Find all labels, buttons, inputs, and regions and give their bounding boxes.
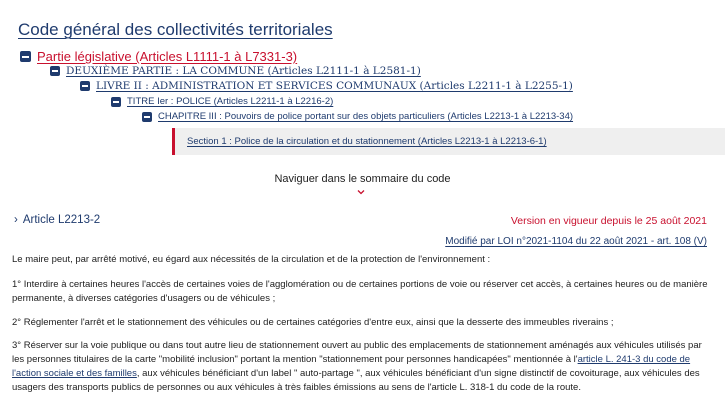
chevron-right-icon: › (14, 214, 18, 226)
version-status: Version en vigueur depuis le 25 août 2021 (510, 215, 707, 227)
article-paragraph-3 (12, 339, 715, 395)
paragraph-text: , aux véhicules bénéficiant d'un label " auto-partage ", aux véhicules bénéficiant d'un signe distinctif de covoiturage, aux véhicules des usagers des transports publics de personnes ou aux véhicules à très faibles émissions au sens de l'article L. 318-1 du code de la route. (12, 368, 700, 393)
tree-item-partie[interactable] (20, 49, 297, 64)
tree-item-deuxieme-partie[interactable] (50, 65, 421, 77)
modified-by-link[interactable]: Modifié par LOI n°2021-1104 du 22 août 2021 - art. 108 (V) (445, 236, 707, 247)
tree-label-deuxieme-partie[interactable]: DEUXIÈME PARTIE : LA COMMUNE (Articles L2111-1 à L2581-1) (66, 65, 421, 77)
paragraph-text: 3° Réserver sur la voie publique ou dans tout autre lieu de stationnement ouvert au public des emplacements de stationnement aménagés aux véhicules utilisés par les personnes titulaires de la carte "mobilité inclusion" portant la mention "stationnement pour personnes handicapées" mentionnée à l' (12, 340, 702, 365)
tree-label-chapitre[interactable]: CHAPITRE III : Pouvoirs de police portant sur des objets particuliers (Articles L2213-1 à L2213-34) (158, 111, 574, 122)
collapse-icon[interactable] (142, 112, 152, 122)
tree-item-titre[interactable] (111, 96, 333, 107)
tree-item-livre[interactable] (80, 80, 573, 92)
tree-item-section-current[interactable] (172, 128, 725, 155)
article-reference-link[interactable]: article L. 241-3 du code de l'action sociale et des familles (12, 354, 691, 379)
collapse-icon[interactable] (80, 81, 90, 91)
tree-label-section[interactable]: Section 1 : Police de la circulation et du stationnement (Articles L2213-1 à L2213-6-1) (187, 136, 547, 147)
collapse-icon[interactable] (50, 66, 60, 76)
navigate-summary-button[interactable]: Naviguer dans le sommaire du code (274, 173, 451, 185)
tree-item-chapitre[interactable] (142, 111, 573, 122)
chevron-down-icon[interactable] (357, 188, 365, 196)
tree-label-partie[interactable]: Partie législative (Articles L1111-1 à L7331-3) (37, 49, 298, 64)
article-paragraph-2: 2° Réglementer l'arrêt et le stationnement des véhicules ou de certaines catégories d'entre eux, ainsi que la desserte des immeubles riverains ; (12, 317, 614, 328)
collapse-icon[interactable] (111, 97, 121, 107)
tree-label-titre[interactable]: TITRE Ier : POLICE (Articles L2211-1 à L2216-2) (127, 96, 334, 107)
code-title-link[interactable]: Code général des collectivités territoriales (18, 20, 333, 39)
article-title[interactable] (14, 214, 100, 226)
collapse-icon[interactable] (20, 51, 31, 62)
article-paragraph-intro: Le maire peut, par arrêté motivé, eu égard aux nécessités de la circulation et de la protection de l'environnement : (12, 254, 491, 265)
article-paragraph-1: 1° Interdire à certaines heures l'accès de certaines voies de l'agglomération ou de certaines portions de voie ou réserver cet accès, à certaines heures ou de manière permanente, à diverses catégories d'usagers ou de véhicules ; (12, 279, 708, 304)
article-number: Article L2213-2 (22, 214, 101, 226)
tree-label-livre[interactable]: LIVRE II : ADMINISTRATION ET SERVICES COMMUNAUX (Articles L2211-1 à L2255-1) (96, 80, 573, 92)
